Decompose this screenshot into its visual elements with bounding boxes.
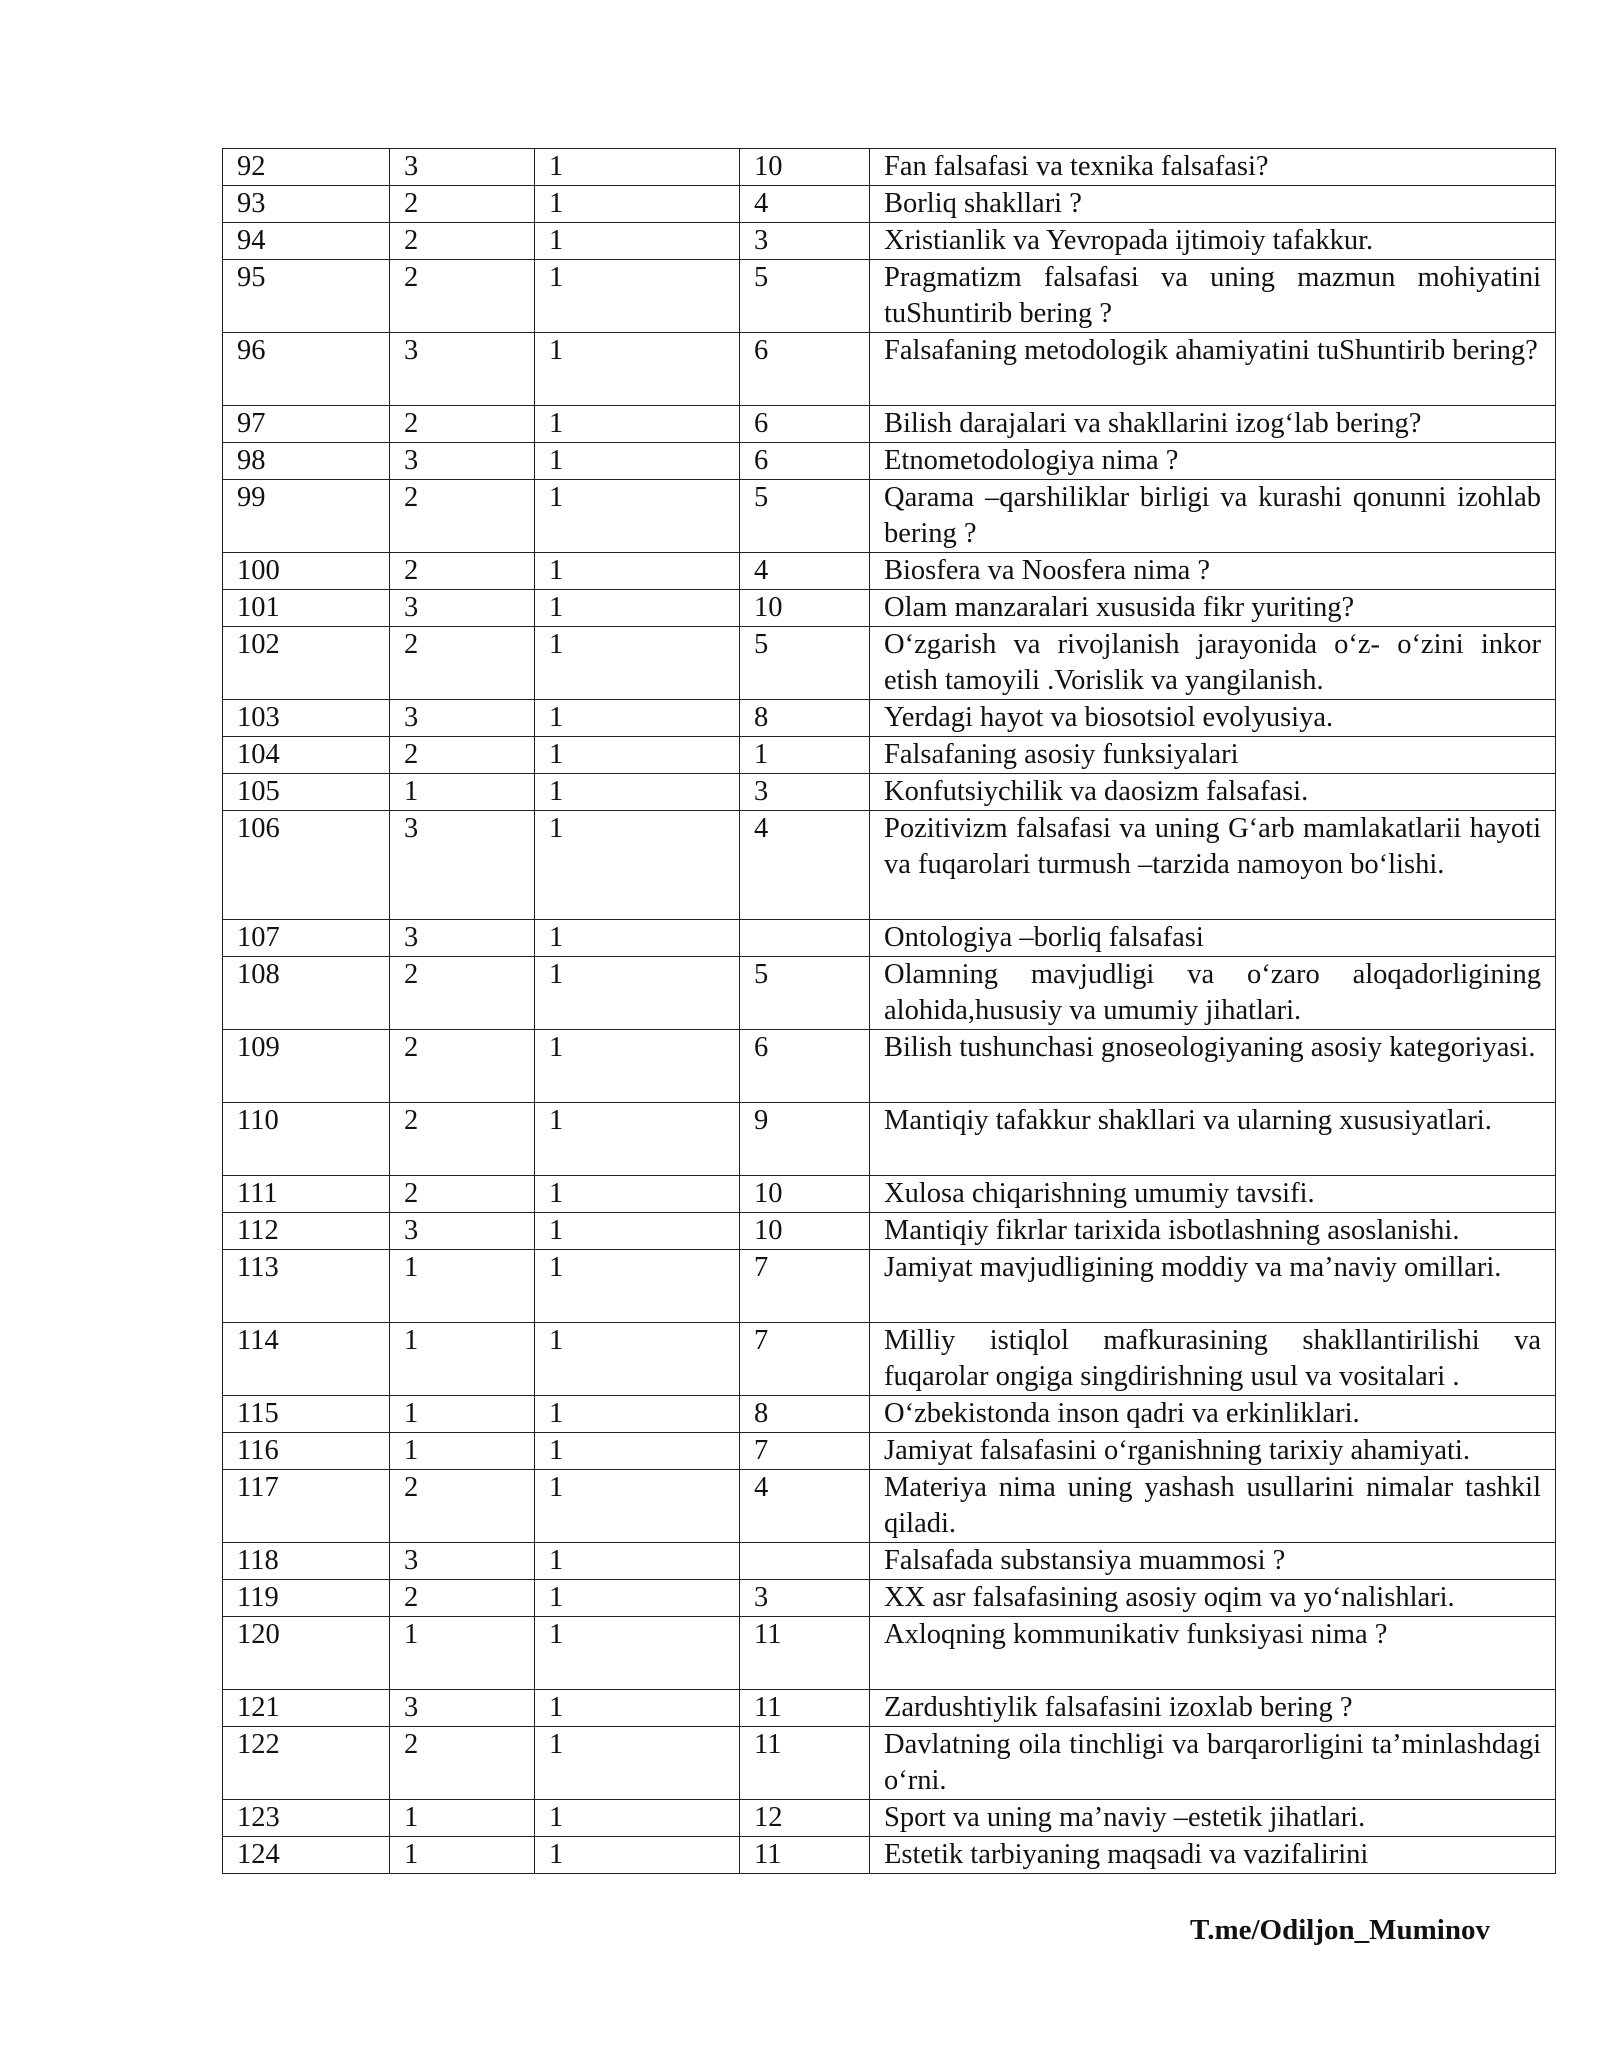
question-cell: Axloqning kommunikativ funksiyasi nima ? — [870, 1617, 1556, 1690]
topic-cell: 7 — [740, 1323, 870, 1396]
row-number: 105 — [223, 774, 390, 811]
question-cell: Pozitivizm falsafasi va uning G‘arb mamlakatlarii hayoti va fuqarolari turmush –tarzida namoyon bo‘lishi. — [870, 811, 1556, 920]
row-number: 120 — [223, 1617, 390, 1690]
topic-cell: 12 — [740, 1800, 870, 1837]
question-cell: Falsafaning metodologik ahamiyatini tuShuntirib bering? — [870, 333, 1556, 406]
row-number: 99 — [223, 480, 390, 553]
table-row — [223, 480, 1556, 553]
difficulty-cell: 3 — [390, 811, 535, 920]
difficulty-cell: 2 — [390, 737, 535, 774]
score-cell: 1 — [535, 333, 740, 406]
question-cell: Jamiyat falsafasini o‘rganishning tarixiy ahamiyati. — [870, 1433, 1556, 1470]
difficulty-cell: 1 — [390, 1250, 535, 1323]
table-row — [223, 774, 1556, 811]
difficulty-cell: 3 — [390, 590, 535, 627]
difficulty-cell: 1 — [390, 1837, 535, 1874]
score-cell: 1 — [535, 553, 740, 590]
question-cell: Mantiqiy fikrlar tarixida isbotlashning asoslanishi. — [870, 1213, 1556, 1250]
difficulty-cell: 1 — [390, 774, 535, 811]
table-row — [223, 920, 1556, 957]
score-cell: 1 — [535, 1837, 740, 1874]
topic-cell: 10 — [740, 1213, 870, 1250]
topic-cell: 4 — [740, 186, 870, 223]
topic-cell: 1 — [740, 737, 870, 774]
question-cell: Mantiqiy tafakkur shakllari va ularning xususiyatlari. — [870, 1103, 1556, 1176]
topic-cell: 6 — [740, 406, 870, 443]
score-cell: 1 — [535, 1030, 740, 1103]
table-row — [223, 223, 1556, 260]
question-cell: Bilish darajalari va shakllarini izog‘lab bering? — [870, 406, 1556, 443]
difficulty-cell: 3 — [390, 149, 535, 186]
question-cell: Zardushtiylik falsafasini izoxlab bering ? — [870, 1690, 1556, 1727]
difficulty-cell: 3 — [390, 443, 535, 480]
row-number: 100 — [223, 553, 390, 590]
question-cell: Etnometodologiya nima ? — [870, 443, 1556, 480]
score-cell: 1 — [535, 1323, 740, 1396]
question-cell: Jamiyat mavjudligining moddiy va ma’naviy omillari. — [870, 1250, 1556, 1323]
score-cell: 1 — [535, 1580, 740, 1617]
score-cell: 1 — [535, 260, 740, 333]
question-cell: Davlatning oila tinchligi va barqarorligini ta’minlashdagi o‘rni. — [870, 1727, 1556, 1800]
questions-table — [222, 148, 1556, 1874]
question-cell: Estetik tarbiyaning maqsadi va vazifalirini — [870, 1837, 1556, 1874]
question-cell: Milliy istiqlol mafkurasining shakllantirilishi va fuqarolar ongiga singdirishning usul va vositalari . — [870, 1323, 1556, 1396]
question-cell: Sport va uning ma’naviy –estetik jihatlari. — [870, 1800, 1556, 1837]
row-number: 109 — [223, 1030, 390, 1103]
score-cell: 1 — [535, 1396, 740, 1433]
question-cell: O‘zbekistonda inson qadri va erkinliklari. — [870, 1396, 1556, 1433]
difficulty-cell: 1 — [390, 1396, 535, 1433]
score-cell: 1 — [535, 1690, 740, 1727]
table-row — [223, 1250, 1556, 1323]
question-cell: O‘zgarish va rivojlanish jarayonida o‘z- o‘zini inkor etish tamoyili .Vorislik va yangilanish. — [870, 627, 1556, 700]
score-cell: 1 — [535, 1433, 740, 1470]
difficulty-cell: 3 — [390, 920, 535, 957]
topic-cell: 5 — [740, 260, 870, 333]
row-number: 111 — [223, 1176, 390, 1213]
question-cell: Borliq shakllari ? — [870, 186, 1556, 223]
score-cell: 1 — [535, 920, 740, 957]
row-number: 118 — [223, 1543, 390, 1580]
difficulty-cell: 1 — [390, 1323, 535, 1396]
difficulty-cell: 2 — [390, 480, 535, 553]
table-row — [223, 811, 1556, 920]
score-cell: 1 — [535, 1176, 740, 1213]
topic-cell: 6 — [740, 1030, 870, 1103]
difficulty-cell: 2 — [390, 1470, 535, 1543]
row-number: 124 — [223, 1837, 390, 1874]
questions-table-body — [223, 149, 1556, 1874]
topic-cell: 10 — [740, 590, 870, 627]
score-cell: 1 — [535, 1543, 740, 1580]
question-cell: Biosfera va Noosfera nima ? — [870, 553, 1556, 590]
table-row — [223, 1213, 1556, 1250]
score-cell: 1 — [535, 1727, 740, 1800]
question-cell: Olam manzaralari xususida fikr yuriting? — [870, 590, 1556, 627]
topic-cell: 4 — [740, 553, 870, 590]
table-row — [223, 957, 1556, 1030]
difficulty-cell: 1 — [390, 1617, 535, 1690]
topic-cell: 3 — [740, 774, 870, 811]
difficulty-cell: 1 — [390, 1433, 535, 1470]
row-number: 101 — [223, 590, 390, 627]
table-row — [223, 333, 1556, 406]
topic-cell: 7 — [740, 1250, 870, 1323]
table-row — [223, 260, 1556, 333]
question-cell: Pragmatizm falsafasi va uning mazmun mohiyatini tuShuntirib bering ? — [870, 260, 1556, 333]
topic-cell: 10 — [740, 149, 870, 186]
table-row — [223, 1800, 1556, 1837]
row-number: 122 — [223, 1727, 390, 1800]
topic-cell: 8 — [740, 700, 870, 737]
score-cell: 1 — [535, 627, 740, 700]
table-row — [223, 149, 1556, 186]
row-number: 103 — [223, 700, 390, 737]
question-cell: XX asr falsafasining asosiy oqim va yo‘nalishlari. — [870, 1580, 1556, 1617]
topic-cell: 5 — [740, 480, 870, 553]
topic-cell: 6 — [740, 443, 870, 480]
topic-cell: 8 — [740, 1396, 870, 1433]
difficulty-cell: 1 — [390, 1800, 535, 1837]
topic-cell: 7 — [740, 1433, 870, 1470]
topic-cell: 5 — [740, 957, 870, 1030]
topic-cell: 9 — [740, 1103, 870, 1176]
table-row — [223, 1837, 1556, 1874]
table-row — [223, 1030, 1556, 1103]
row-number: 94 — [223, 223, 390, 260]
difficulty-cell: 2 — [390, 186, 535, 223]
table-row — [223, 1103, 1556, 1176]
table-row — [223, 627, 1556, 700]
table-row — [223, 186, 1556, 223]
row-number: 123 — [223, 1800, 390, 1837]
table-row — [223, 443, 1556, 480]
score-cell: 1 — [535, 811, 740, 920]
difficulty-cell: 2 — [390, 553, 535, 590]
topic-cell: 11 — [740, 1690, 870, 1727]
table-row — [223, 1580, 1556, 1617]
table-row — [223, 1690, 1556, 1727]
topic-cell: 4 — [740, 811, 870, 920]
row-number: 112 — [223, 1213, 390, 1250]
topic-cell: 11 — [740, 1837, 870, 1874]
table-row — [223, 1543, 1556, 1580]
topic-cell — [740, 1543, 870, 1580]
table-row — [223, 1396, 1556, 1433]
score-cell: 1 — [535, 590, 740, 627]
row-number: 108 — [223, 957, 390, 1030]
question-cell: Konfutsiychilik va daosizm falsafasi. — [870, 774, 1556, 811]
table-row — [223, 406, 1556, 443]
row-number: 98 — [223, 443, 390, 480]
score-cell: 1 — [535, 957, 740, 1030]
row-number: 107 — [223, 920, 390, 957]
row-number: 119 — [223, 1580, 390, 1617]
question-cell: Xristianlik va Yevropada ijtimoiy tafakkur. — [870, 223, 1556, 260]
footer-telegram-link: T.me/Odiljon_Muminov — [1190, 1914, 1490, 1946]
topic-cell: 5 — [740, 627, 870, 700]
score-cell: 1 — [535, 1213, 740, 1250]
difficulty-cell: 2 — [390, 1103, 535, 1176]
score-cell: 1 — [535, 223, 740, 260]
row-number: 104 — [223, 737, 390, 774]
row-number: 97 — [223, 406, 390, 443]
score-cell: 1 — [535, 737, 740, 774]
question-cell: Falsafaning asosiy funksiyalari — [870, 737, 1556, 774]
score-cell: 1 — [535, 1800, 740, 1837]
table-row — [223, 737, 1556, 774]
difficulty-cell: 2 — [390, 627, 535, 700]
difficulty-cell: 3 — [390, 700, 535, 737]
score-cell: 1 — [535, 480, 740, 553]
topic-cell: 6 — [740, 333, 870, 406]
topic-cell: 3 — [740, 223, 870, 260]
table-row — [223, 700, 1556, 737]
row-number: 121 — [223, 1690, 390, 1727]
question-cell: Xulosa chiqarishning umumiy tavsifi. — [870, 1176, 1556, 1213]
row-number: 93 — [223, 186, 390, 223]
row-number: 113 — [223, 1250, 390, 1323]
score-cell: 1 — [535, 1470, 740, 1543]
question-cell: Ontologiya –borliq falsafasi — [870, 920, 1556, 957]
score-cell: 1 — [535, 1617, 740, 1690]
row-number: 106 — [223, 811, 390, 920]
topic-cell: 11 — [740, 1727, 870, 1800]
question-cell: Qarama –qarshiliklar birligi va kurashi qonunni izohlab bering ? — [870, 480, 1556, 553]
row-number: 102 — [223, 627, 390, 700]
score-cell: 1 — [535, 1250, 740, 1323]
score-cell: 1 — [535, 406, 740, 443]
topic-cell: 3 — [740, 1580, 870, 1617]
difficulty-cell: 3 — [390, 333, 535, 406]
difficulty-cell: 2 — [390, 957, 535, 1030]
question-cell: Materiya nima uning yashash usullarini nimalar tashkil qiladi. — [870, 1470, 1556, 1543]
table-row — [223, 1176, 1556, 1213]
topic-cell: 10 — [740, 1176, 870, 1213]
difficulty-cell: 2 — [390, 1727, 535, 1800]
row-number: 96 — [223, 333, 390, 406]
score-cell: 1 — [535, 186, 740, 223]
table-row — [223, 1323, 1556, 1396]
row-number: 116 — [223, 1433, 390, 1470]
difficulty-cell: 2 — [390, 1580, 535, 1617]
question-cell: Yerdagi hayot va biosotsiol evolyusiya. — [870, 700, 1556, 737]
difficulty-cell: 2 — [390, 223, 535, 260]
difficulty-cell: 2 — [390, 260, 535, 333]
topic-cell: 11 — [740, 1617, 870, 1690]
row-number: 117 — [223, 1470, 390, 1543]
row-number: 110 — [223, 1103, 390, 1176]
topic-cell — [740, 920, 870, 957]
difficulty-cell: 3 — [390, 1543, 535, 1580]
table-row — [223, 1470, 1556, 1543]
score-cell: 1 — [535, 774, 740, 811]
table-row — [223, 553, 1556, 590]
score-cell: 1 — [535, 443, 740, 480]
question-cell: Fan falsafasi va texnika falsafasi? — [870, 149, 1556, 186]
table-row — [223, 1727, 1556, 1800]
difficulty-cell: 2 — [390, 1176, 535, 1213]
difficulty-cell: 2 — [390, 406, 535, 443]
row-number: 115 — [223, 1396, 390, 1433]
table-row — [223, 1617, 1556, 1690]
row-number: 114 — [223, 1323, 390, 1396]
question-cell: Bilish tushunchasi gnoseologiyaning asosiy kategoriyasi. — [870, 1030, 1556, 1103]
difficulty-cell: 3 — [390, 1213, 535, 1250]
difficulty-cell: 2 — [390, 1030, 535, 1103]
table-row — [223, 590, 1556, 627]
table-row — [223, 1433, 1556, 1470]
topic-cell: 4 — [740, 1470, 870, 1543]
difficulty-cell: 3 — [390, 1690, 535, 1727]
score-cell: 1 — [535, 1103, 740, 1176]
score-cell: 1 — [535, 700, 740, 737]
row-number: 92 — [223, 149, 390, 186]
question-cell: Falsafada substansiya muammosi ? — [870, 1543, 1556, 1580]
score-cell: 1 — [535, 149, 740, 186]
question-cell: Olamning mavjudligi va o‘zaro aloqadorligining alohida,hususiy va umumiy jihatlari. — [870, 957, 1556, 1030]
row-number: 95 — [223, 260, 390, 333]
